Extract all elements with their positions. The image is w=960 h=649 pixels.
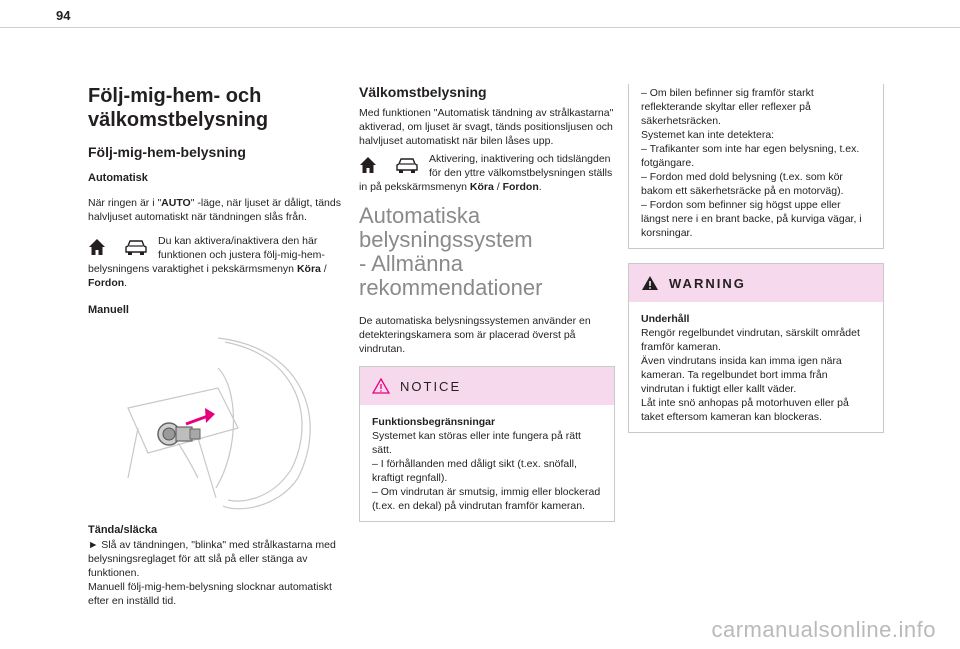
notice-header [360,367,614,405]
page-title-line1: Följ-mig-hem- och [88,85,262,107]
column-2 [359,84,615,532]
section-title-line3: - Allmänna [359,251,463,276]
notice-body [360,405,614,521]
continuation-box [628,84,884,249]
section-title-automatic-lighting [359,204,615,300]
car-icon [124,238,148,256]
section-title-line1: Automatiska [359,203,481,228]
activation-text: Du kan aktivera/inaktivera den här funktionen och justera följ-mig-hem-belysningens varaktighet i pekskärmsmenyn [88,235,325,275]
watermark: carmanualsonline.info [711,617,936,642]
heading-manual: Manuell [88,304,129,316]
page-title-line2: välkomstbelysning [88,109,269,131]
automatic-text-after: " -läge, när ljuset är dåligt, tänds halvljuset automatiskt när tändningen slås från. [88,197,341,223]
warning-triangle-icon [372,378,390,394]
warning-body [629,302,883,432]
heading-on-off: Tända/släcka [88,524,158,536]
warning-heading: Underhåll [641,313,690,325]
warning-box [628,263,884,433]
activation-paragraph: Du kan aktivera/inaktivera den här funktionen och justera följ-mig-hem-belysningens varaktighet i pekskärmsmenyn Köra / Fordon. [88,235,327,289]
steering-illustration [88,328,336,510]
menu-path-drive: Köra [469,181,494,193]
automatic-text-before: När ringen är i " [88,197,162,209]
general-text: De automatiska belysningssystemen använder en detekteringskamera som är placerad överst på vindrutan. [359,315,591,355]
section-heading-follow-me: Följ-mig-hem-belysning [88,144,246,160]
menu-path-vehicle: Fordon [88,277,125,289]
notice-text: Systemet kan störas eller inte fungera på rätt sätt. – I förhållanden med dåligt sikt (t.ex. snöfall, kraftigt regnfall). – Om vindrutan är smutsig, immig eller blockerad (t.ex. en dekal) på vindrutan framför kameran. [372,430,601,512]
menu-path-drive: Köra [296,263,321,275]
menu-separator: / [493,181,503,193]
welcome-text: Med funktionen "Automatisk tändning av strålkastarna" aktiverad, om ljuset är svagt, tänds positionsljusen och halvljuset automatiskt när bilen låses upp. [359,107,614,147]
warning-title: WARNING [669,275,746,291]
automatic-paragraph [88,196,344,224]
warning-triangle-icon [641,275,659,291]
welcome-icon-text: Aktivering, inaktivering och tidslängden för den yttre välkomstbelysningen ställs in på pekskärmsmenyn [359,153,613,193]
icon-pair-welcome [359,152,429,180]
warning-text: Rengör regelbundet vindrutan, särskilt området framför kameran. Även vindrutans insida kan imma igen nära kameran. Ta regelbundet bort imma från vindrutan i fuktigt eller kallt väder. Låt inte snö anhopas på motorhuven eller på taket eftersom kameran kan blockeras. [641,327,860,423]
home-icon [88,238,106,256]
notice-title: NOTICE [400,378,462,394]
column-1 [88,84,344,618]
warning-header [629,264,883,302]
menu-separator: / [320,263,327,275]
home-icon [359,156,377,174]
menu-path-vehicle: Fordon [502,181,539,193]
page-title [88,84,344,132]
heading-welcome: Välkomstbelysning [359,84,487,100]
heading-automatic: Automatisk [88,172,148,184]
notice-heading: Funktionsbegränsningar [372,416,496,428]
icon-pair [88,234,158,262]
welcome-activation-paragraph: Aktivering, inaktivering och tidslängden för den yttre välkomstbelysningen ställs in på pekskärmsmenyn Köra / Fordon. [359,153,613,193]
section-title-line2: belysningssystem [359,227,533,252]
column-3 [628,84,884,443]
notice-box [359,366,615,522]
auto-keyword: AUTO [161,197,191,209]
on-off-text: ► Slå av tändningen, "blinka" med strålkastarna med belysningsreglaget för att slå på eller stänga av funktionen. Manuell följ-mig-hem-belysning slocknar automatiskt efter en inställd tid. [88,539,336,607]
header-rule [0,27,960,28]
continuation-text: – Om bilen befinner sig framför starkt reflekterande skyltar eller reflexer på säkerhetsräcken. Systemet kan inte detektera: – Trafikanter som inte har egen belysning, t.ex. fotgängare. – Fordon med dold belysning (t.ex. som kör bakom ett säkerhetsräcke på en motorväg). – Fordon som befinner sig högst uppe eller längst nere i en brant backe, på kurviga vägar, i korsningar. [641,87,862,239]
car-icon [395,156,419,174]
page-number: 94 [56,8,71,23]
section-title-line4: rekommendationer [359,275,543,300]
